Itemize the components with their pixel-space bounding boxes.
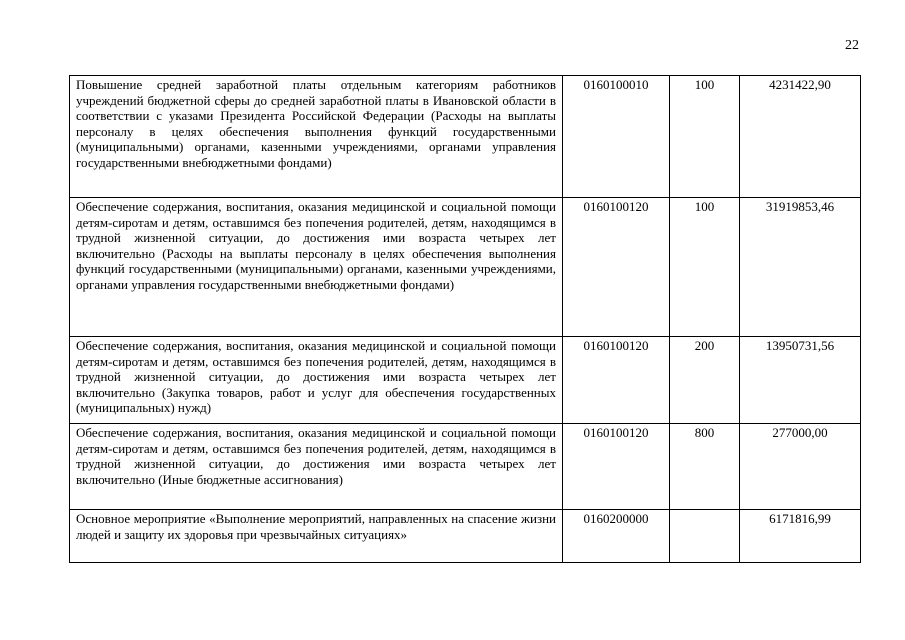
- amount-cell: 31919853,46: [740, 198, 861, 337]
- target-code-cell: 0160100010: [563, 76, 670, 198]
- amount-cell: 6171816,99: [740, 510, 861, 563]
- expense-type-cell: [670, 510, 740, 563]
- amount-cell: 277000,00: [740, 424, 861, 510]
- table-row: [70, 337, 861, 424]
- target-code-cell: 0160100120: [563, 337, 670, 424]
- table-row: [70, 76, 861, 198]
- expense-name-cell: Обеспечение содержания, воспитания, оказания медицинской и социальной помощи детям-сиротам и детям, оставшимся без попечения родителей, детям, находящимся в трудной жизненной ситуации, до достижения ими возраста четырех лет включительно (Расходы на выплаты персоналу в целях обеспечения выполнения функций государственными (муниципальными) органами, казенными учреждениями, органами управления государственными внебюджетными фондами): [70, 198, 563, 337]
- budget-table: [69, 75, 861, 563]
- expense-name-cell: Повышение средней заработной платы отдельным категориям работников учреждений бюджетной сферы до средней заработной платы в Ивановской области в соответствии с указами Президента Российской Федерации (Расходы на выплаты персоналу в целях обеспечения выполнения функций государственными (муниципальными) органами, казенными учреждениями, органами управления государственными внебюджетными фондами): [70, 76, 563, 198]
- table-row: [70, 424, 861, 510]
- amount-cell: 13950731,56: [740, 337, 861, 424]
- target-code-cell: 0160100120: [563, 198, 670, 337]
- table-row: [70, 198, 861, 337]
- expense-name-cell: Основное мероприятие «Выполнение мероприятий, направленных на спасение жизни людей и защиту их здоровья при чрезвычайных ситуациях»: [70, 510, 563, 563]
- target-code-cell: 0160200000: [563, 510, 670, 563]
- page-number: 22: [845, 38, 859, 53]
- expense-type-cell: 800: [670, 424, 740, 510]
- table-row: [70, 510, 861, 563]
- expense-name-cell: Обеспечение содержания, воспитания, оказания медицинской и социальной помощи детям-сиротам и детям, оставшимся без попечения родителей, детям, находящимся в трудной жизненной ситуации, до достижения ими возраста четырех лет включительно (Иные бюджетные ассигнования): [70, 424, 563, 510]
- expense-type-cell: 100: [670, 198, 740, 337]
- target-code-cell: 0160100120: [563, 424, 670, 510]
- expense-name-cell: Обеспечение содержания, воспитания, оказания медицинской и социальной помощи детям-сиротам и детям, оставшимся без попечения родителей, детям, находящимся в трудной жизненной ситуации, до достижения ими возраста четырех лет включительно (Закупка товаров, работ и услуг для обеспечения государственных (муниципальных) нужд): [70, 337, 563, 424]
- expense-type-cell: 100: [670, 76, 740, 198]
- amount-cell: 4231422,90: [740, 76, 861, 198]
- expense-type-cell: 200: [670, 337, 740, 424]
